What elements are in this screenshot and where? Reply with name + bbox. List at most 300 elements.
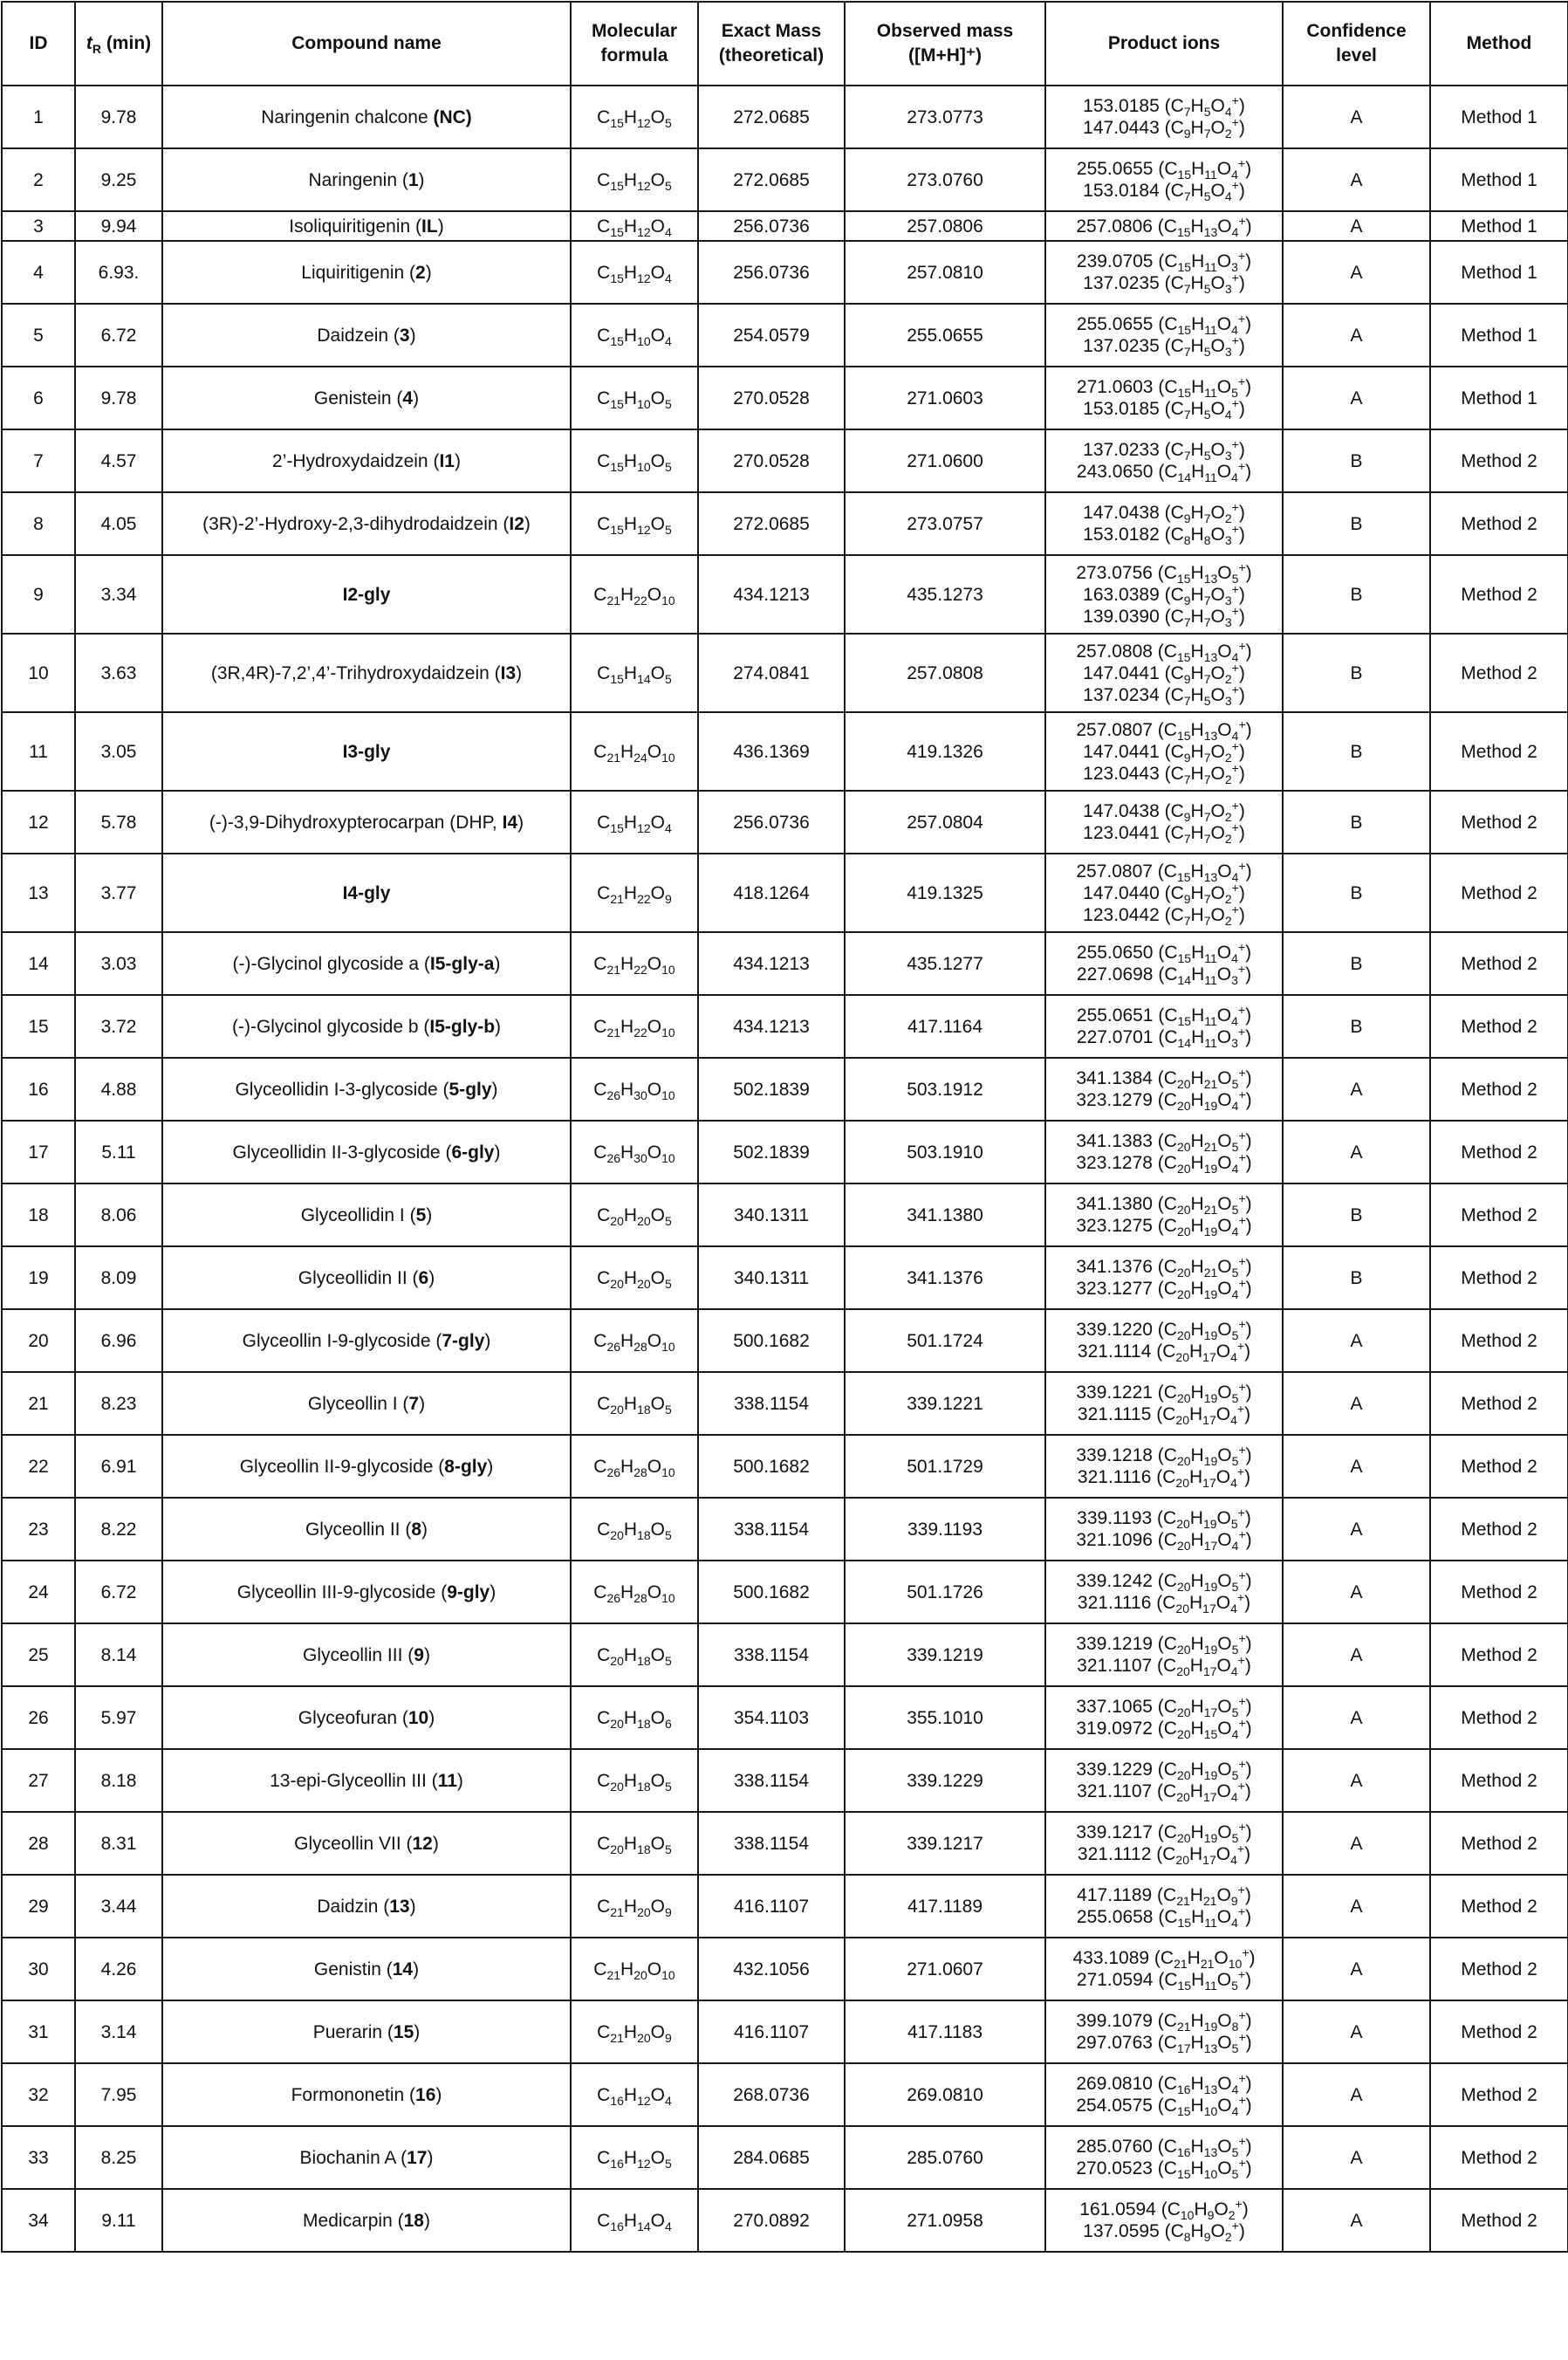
product-ion-mass: 153.0185 (1083, 96, 1160, 116)
cell-retention-time: 9.25 (75, 148, 162, 211)
cell-product-ions (1045, 555, 1283, 634)
cell-retention-time: 3.77 (75, 854, 162, 932)
product-ion-mass: 341.1376 (1076, 1257, 1153, 1277)
compound-name-text: 13-epi-Glyceollin III ( (270, 1770, 438, 1791)
table-row (2, 1875, 1568, 1938)
cell-molecular-formula: $C_{21}H_{22}O_{10}$ (571, 995, 698, 1058)
cell-confidence-level: B (1283, 932, 1430, 995)
cell-molecular-formula: $C_{16}H_{14}O_4$ (571, 2189, 698, 2252)
product-ion-formula: $C_{20}H_{17}O_4^+$ (1162, 1339, 1245, 1365)
cell-product-ions (1045, 791, 1283, 854)
product-ion-mass: 321.1116 (1077, 1467, 1152, 1487)
product-ion: 339.1220 $(C_{20}H_{19}O_5^+)$ (1076, 1317, 1252, 1343)
cell-confidence-level: B (1283, 429, 1430, 492)
cell-product-ions (1045, 86, 1283, 148)
cell-id: 20 (2, 1309, 75, 1372)
compound-label-bold: 5-gly (448, 1079, 492, 1100)
cell-observed-mass: 273.0757 (845, 492, 1045, 555)
product-ion: 255.0658 $(C_{15}H_{11}O_4^+)$ (1076, 1904, 1252, 1931)
product-ion-mass: 319.0972 (1076, 1719, 1153, 1739)
cell-product-ions (1045, 1246, 1283, 1309)
cell-molecular-formula: $C_{15}H_{12}O_5$ (571, 492, 698, 555)
compound-name-text: ) (421, 1519, 428, 1540)
cell-observed-mass: 339.1193 (845, 1498, 1045, 1561)
compound-label-bold: 16 (415, 2084, 436, 2105)
cell-product-ions (1045, 1938, 1283, 2000)
cell-confidence-level: A (1283, 2189, 1430, 2252)
product-ion-mass: 269.0810 (1076, 2074, 1153, 2094)
product-ion: 321.1112 $(C_{20}H_{17}O_4^+)$ (1077, 1842, 1251, 1868)
cell-compound-name (162, 712, 571, 791)
product-ion: 321.1114 $(C_{20}H_{17}O_4^+)$ (1077, 1339, 1251, 1365)
cell-confidence-level: A (1283, 1686, 1430, 1749)
table-row (2, 2126, 1568, 2189)
product-ion-formula: $C_{15}H_{11}O_5^+$ (1164, 1967, 1246, 1993)
compound-label-bold: (NC) (433, 106, 472, 127)
cell-method: Method 2 (1430, 1561, 1568, 1623)
cell-product-ions (1045, 1435, 1283, 1498)
product-ion-formula: $C_{20}H_{17}O_4^+$ (1163, 1527, 1246, 1554)
cell-retention-time: 3.34 (75, 555, 162, 634)
compound-name-text: ) (428, 1267, 435, 1288)
product-ion-formula: $C_{15}H_{11}O_5^+$ (1164, 374, 1246, 401)
cell-confidence-level: A (1283, 1623, 1430, 1686)
cell-product-ions (1045, 1686, 1283, 1749)
cell-observed-mass: 339.1221 (845, 1372, 1045, 1435)
cell-compound-name (162, 1938, 571, 2000)
table-row (2, 1812, 1568, 1875)
cell-product-ions (1045, 492, 1283, 555)
cell-method: Method 1 (1430, 241, 1568, 304)
product-ion-formula: $C_{15}H_{11}O_4^+$ (1164, 1003, 1246, 1029)
cell-id: 4 (2, 241, 75, 304)
compound-label-bold: 8-gly (444, 1456, 488, 1477)
product-ion: 153.0182 $(C_8H_8O_3^+)$ (1083, 522, 1245, 548)
compound-label-bold: 7-gly (442, 1330, 485, 1351)
product-ion: 337.1065 $(C_{20}H_{17}O_5^+)$ (1076, 1694, 1252, 1720)
cell-exact-mass: 434.1213 (698, 995, 845, 1058)
product-ion: 137.0235 $(C_7H_5O_3^+)$ (1083, 271, 1245, 297)
product-ion-mass: 321.1116 (1077, 1593, 1152, 1613)
compound-name-text: ) (432, 1833, 439, 1854)
table-row (2, 791, 1568, 854)
cell-method: Method 2 (1430, 492, 1568, 555)
cell-exact-mass: 434.1213 (698, 932, 845, 995)
product-ion-formula: $C_7H_5O_4^+$ (1170, 178, 1239, 204)
cell-molecular-formula: $C_{20}H_{18}O_5$ (571, 1372, 698, 1435)
product-ion-mass: 321.1107 (1077, 1656, 1153, 1676)
product-ion-mass: 323.1275 (1076, 1216, 1153, 1236)
product-ion: 297.0763 $(C_{17}H_{13}O_5^+)$ (1076, 2030, 1252, 2056)
product-ion-mass: 257.0807 (1076, 719, 1153, 740)
product-ion-mass: 339.1218 (1076, 1445, 1153, 1465)
table-row (2, 1749, 1568, 1812)
product-ion-mass: 341.1384 (1076, 1068, 1153, 1088)
product-ion-formula: $C_{20}H_{19}O_5^+$ (1163, 1317, 1246, 1343)
cell-molecular-formula: $C_{20}H_{20}O_5$ (571, 1246, 698, 1309)
compound-label-bold: I1 (439, 450, 455, 471)
table-row (2, 148, 1568, 211)
cell-id: 24 (2, 1561, 75, 1623)
cell-id: 13 (2, 854, 75, 932)
compound-name-text: ) (454, 450, 461, 471)
product-ion-formula: $C_{14}H_{11}O_4^+$ (1164, 459, 1246, 485)
compound-name-text: ) (428, 1707, 435, 1728)
cell-id: 21 (2, 1372, 75, 1435)
product-ion: 399.1079 $(C_{21}H_{19}O_8^+)$ (1076, 2008, 1252, 2034)
product-ion-formula: $C_7H_5O_4^+$ (1170, 93, 1239, 120)
product-ion-formula: $C_{15}H_{10}O_4^+$ (1163, 2093, 1246, 2119)
product-ion-mass: 417.1189 (1077, 1885, 1153, 1905)
cell-compound-name (162, 1435, 571, 1498)
product-ion-mass: 321.1107 (1077, 1781, 1153, 1801)
cell-retention-time: 5.11 (75, 1121, 162, 1183)
cell-id: 30 (2, 1938, 75, 2000)
table-row (2, 1623, 1568, 1686)
product-ion-formula: $C_{15}H_{11}O_4^+$ (1164, 1904, 1246, 1931)
compound-label-bold: 6 (418, 1267, 429, 1288)
cell-molecular-formula: $C_{15}H_{12}O_5$ (571, 148, 698, 211)
compound-label-bold: 4 (402, 388, 414, 408)
cell-confidence-level: A (1283, 304, 1430, 367)
product-ion: 339.1219 $(C_{20}H_{19}O_5^+)$ (1076, 1631, 1252, 1657)
cell-compound-name (162, 1309, 571, 1372)
cell-molecular-formula: $C_{21}H_{22}O_{10}$ (571, 555, 698, 634)
product-ion: 257.0806 $(C_{15}H_{13}O_4^+)$ (1076, 213, 1252, 239)
table-row (2, 1686, 1568, 1749)
product-ion-mass: 255.0658 (1076, 1907, 1154, 1927)
product-ion-formula: $C_{20}H_{19}O_4^+$ (1163, 1213, 1246, 1239)
cell-retention-time: 8.22 (75, 1498, 162, 1561)
cell-observed-mass: 355.1010 (845, 1686, 1045, 1749)
cell-compound-name (162, 2189, 571, 2252)
table-row (2, 367, 1568, 429)
cell-id: 23 (2, 1498, 75, 1561)
table-row (2, 1435, 1568, 1498)
cell-confidence-level: A (1283, 2063, 1430, 2126)
compound-label-bold: 11 (437, 1770, 457, 1791)
cell-confidence-level: B (1283, 634, 1430, 712)
header-confidence-level: Confidence level (1283, 2, 1430, 86)
compound-name-text: ) (495, 1016, 502, 1037)
cell-retention-time: 4.88 (75, 1058, 162, 1121)
product-ion: 147.0438 $(C_9H_7O_2^+)$ (1083, 500, 1245, 526)
cell-id: 10 (2, 634, 75, 712)
compound-label-bold: I4-gly (342, 882, 391, 903)
product-ion-formula: $C_{20}H_{21}O_5^+$ (1163, 1191, 1246, 1218)
compound-name-text: ) (487, 1456, 494, 1477)
product-ion-mass: 323.1278 (1076, 1153, 1153, 1173)
product-ion-formula: $C_{20}H_{21}O_5^+$ (1163, 1254, 1246, 1280)
cell-confidence-level: A (1283, 86, 1430, 148)
cell-method: Method 2 (1430, 1435, 1568, 1498)
cell-molecular-formula: $C_{26}H_{28}O_{10}$ (571, 1309, 698, 1372)
cell-compound-name (162, 2126, 571, 2189)
compound-label-bold: I5-gly-a (429, 953, 495, 974)
compound-name-text: ) (494, 1142, 501, 1163)
cell-observed-mass: 341.1380 (845, 1183, 1045, 1246)
compound-label-bold: 13 (389, 1896, 410, 1917)
product-ion-formula: C8H9O2+ (1170, 2219, 1239, 2245)
product-ion-formula: $C_9H_7O_2^+$ (1170, 738, 1239, 765)
product-ion-mass: 153.0184 (1083, 181, 1160, 201)
header-exact-mass: Exact Mass (theoretical) (698, 2, 845, 86)
cell-method: Method 2 (1430, 1749, 1568, 1812)
cell-exact-mass: 274.0841 (698, 634, 845, 712)
table-row (2, 1561, 1568, 1623)
product-ion-mass: 271.0594 (1076, 1970, 1154, 1990)
cell-compound-name (162, 2063, 571, 2126)
table-row (2, 1372, 1568, 1435)
compound-name-text: Glyceollidin I-3-glycoside ( (235, 1079, 449, 1100)
cell-molecular-formula: $C_{15}H_{12}O_4$ (571, 211, 698, 241)
compound-name-text: ) (427, 2147, 434, 2168)
compound-name-text: ) (484, 1330, 491, 1351)
cell-method: Method 2 (1430, 1498, 1568, 1561)
cell-product-ions (1045, 241, 1283, 304)
product-ion-formula: $C_{20}H_{19}O_5^+$ (1163, 1631, 1246, 1657)
compound-name-text: Daidzein ( (317, 325, 400, 346)
compound-label-bold: 15 (393, 2021, 414, 2042)
product-ion: 243.0650 $(C_{14}H_{11}O_4^+)$ (1076, 459, 1252, 485)
cell-id: 17 (2, 1121, 75, 1183)
compound-name-text: (3R,4R)-7,2’,4’-Trihydroxydaidzein ( (210, 662, 501, 683)
cell-retention-time: 6.72 (75, 304, 162, 367)
product-ion-formula: $C_{15}H_{11}O_4^+$ (1164, 156, 1246, 182)
product-ion: 255.0655 $(C_{15}H_{11}O_4^+)$ (1076, 312, 1252, 338)
cell-id: 3 (2, 211, 75, 241)
cell-retention-time: 9.78 (75, 367, 162, 429)
product-ion-mass: 147.0438 (1083, 503, 1160, 523)
table-row (2, 492, 1568, 555)
cell-observed-mass: 285.0760 (845, 2126, 1045, 2189)
cell-retention-time: 4.05 (75, 492, 162, 555)
product-ion-mass: 147.0441 (1083, 662, 1160, 683)
cell-retention-time: 3.72 (75, 995, 162, 1058)
cell-compound-name (162, 241, 571, 304)
cell-method: Method 2 (1430, 1623, 1568, 1686)
cell-confidence-level: A (1283, 1938, 1430, 2000)
product-ion: 271.0603 $(C_{15}H_{11}O_5^+)$ (1076, 374, 1252, 401)
product-ion: 147.0441 $(C_9H_7O_2^+)$ (1083, 660, 1245, 686)
compound-name-text: Glyceollidin II-3-glycoside ( (232, 1142, 452, 1163)
cell-exact-mass: 284.0685 (698, 2126, 845, 2189)
product-ion: 321.1107 $(C_{20}H_{17}O_4^+)$ (1077, 1653, 1251, 1679)
compound-name-text: ) (494, 953, 501, 974)
cell-compound-name (162, 1812, 571, 1875)
cell-method: Method 2 (1430, 1372, 1568, 1435)
product-ion-mass: 339.1242 (1076, 1571, 1153, 1591)
product-ion-formula: $C_{15}H_{11}O_4^+$ (1164, 940, 1246, 966)
cell-id: 14 (2, 932, 75, 995)
compound-name-text: ) (517, 812, 524, 833)
cell-product-ions (1045, 2063, 1283, 2126)
product-ion: 339.1221 $(C_{20}H_{19}O_5^+)$ (1076, 1380, 1252, 1406)
cell-method: Method 2 (1430, 932, 1568, 995)
cell-confidence-level: B (1283, 995, 1430, 1058)
compound-name-text: Genistin ( (313, 1959, 393, 1979)
compound-label-bold: 9-gly (447, 1581, 490, 1602)
cell-compound-name (162, 429, 571, 492)
compound-name-text: ) (409, 325, 416, 346)
cell-exact-mass: 272.0685 (698, 86, 845, 148)
product-ion-formula: $C_{15}H_{13}O_4^+$ (1163, 638, 1246, 664)
product-ion: 255.0655 $(C_{15}H_{11}O_4^+)$ (1076, 156, 1252, 182)
cell-retention-time: 5.78 (75, 791, 162, 854)
cell-product-ions (1045, 2189, 1283, 2252)
cell-method: Method 2 (1430, 995, 1568, 1058)
compound-name-text: ) (524, 513, 531, 534)
cell-id: 25 (2, 1623, 75, 1686)
compound-name-text: Glyceollin VII ( (294, 1833, 413, 1854)
cell-method: Method 2 (1430, 1058, 1568, 1121)
product-ion-formula: $C_9H_7O_2^+$ (1170, 660, 1239, 686)
table-row (2, 304, 1568, 367)
cell-product-ions (1045, 932, 1283, 995)
compound-name-text: 2’-Hydroxydaidzein ( (272, 450, 440, 471)
cell-exact-mass: 338.1154 (698, 1498, 845, 1561)
cell-molecular-formula: $C_{15}H_{10}O_4$ (571, 304, 698, 367)
compound-name-text: Glyceollin I ( (307, 1393, 409, 1414)
header-molecular-formula: Molecular formula (571, 2, 698, 86)
cell-observed-mass: 503.1912 (845, 1058, 1045, 1121)
cell-observed-mass: 501.1724 (845, 1309, 1045, 1372)
cell-confidence-level: B (1283, 712, 1430, 791)
cell-method: Method 2 (1430, 555, 1568, 634)
compound-label-bold: 9 (414, 1644, 424, 1665)
table-row (2, 995, 1568, 1058)
cell-exact-mass: 256.0736 (698, 791, 845, 854)
cell-id: 15 (2, 995, 75, 1058)
cell-retention-time: 9.11 (75, 2189, 162, 2252)
product-ion: 273.0756 $(C_{15}H_{13}O_5^+)$ (1076, 559, 1252, 586)
cell-product-ions (1045, 429, 1283, 492)
product-ion-mass: 137.0233 (1083, 440, 1160, 460)
product-ion-formula: $C_{21}H_{21}O_{10}^+$ (1160, 1945, 1250, 1972)
compound-label-bold: IL (421, 216, 438, 237)
header-method: Method (1430, 2, 1568, 86)
cell-retention-time: 8.18 (75, 1749, 162, 1812)
cell-product-ions (1045, 2126, 1283, 2189)
product-ion-mass: 137.0234 (1083, 684, 1160, 705)
product-ion: 321.1096 $(C_{20}H_{17}O_4^+)$ (1076, 1527, 1252, 1554)
cell-product-ions (1045, 211, 1283, 241)
compound-name-text: ) (419, 1393, 426, 1414)
cell-observed-mass: 273.0760 (845, 148, 1045, 211)
cell-product-ions (1045, 2000, 1283, 2063)
product-ion-formula: $C_{15}H_{13}O_4^+$ (1163, 858, 1246, 884)
header-compound-name: Compound name (162, 2, 571, 86)
product-ion: 147.0440 $(C_9H_7O_2^+)$ (1083, 880, 1245, 906)
compound-name-text: ) (437, 216, 444, 237)
compound-label-bold: I2-gly (342, 584, 391, 605)
table-row (2, 2189, 1568, 2252)
product-ion-mass: 321.1114 (1077, 1341, 1152, 1362)
product-ion-formula: $C_{15}H_{11}O_3^+$ (1164, 249, 1246, 275)
table-row (2, 86, 1568, 148)
product-ion-mass: 239.0705 (1076, 251, 1154, 271)
cell-product-ions (1045, 148, 1283, 211)
cell-id: 6 (2, 367, 75, 429)
cell-molecular-formula: $C_{15}H_{10}O_5$ (571, 367, 698, 429)
product-ion-mass: 285.0760 (1076, 2137, 1153, 2157)
cell-method: Method 1 (1430, 367, 1568, 429)
compound-name-text: ) (425, 262, 432, 283)
cell-method: Method 2 (1430, 2063, 1568, 2126)
cell-observed-mass: 417.1189 (845, 1875, 1045, 1938)
cell-exact-mass: 256.0736 (698, 241, 845, 304)
product-ion: 227.0698 $(C_{14}H_{11}O_3^+)$ (1076, 962, 1252, 988)
cell-product-ions (1045, 1058, 1283, 1121)
product-ion-mass: 153.0185 (1083, 399, 1160, 419)
product-ion-mass: 243.0650 (1076, 462, 1154, 482)
cell-confidence-level: A (1283, 1309, 1430, 1372)
cell-confidence-level: A (1283, 1561, 1430, 1623)
cell-observed-mass: 257.0806 (845, 211, 1045, 241)
compound-name-text: Glyceollin II ( (305, 1519, 412, 1540)
cell-confidence-level: A (1283, 1749, 1430, 1812)
cell-observed-mass: 257.0810 (845, 241, 1045, 304)
cell-product-ions (1045, 304, 1283, 367)
product-ion: 147.0441 $(C_9H_7O_2^+)$ (1083, 738, 1245, 765)
compound-label-bold: I4 (502, 812, 518, 833)
cell-confidence-level: A (1283, 367, 1430, 429)
cell-molecular-formula: $C_{15}H_{12}O_4$ (571, 791, 698, 854)
cell-method: Method 2 (1430, 1121, 1568, 1183)
product-ion: 153.0185 $(C_7H_5O_4^+)$ (1083, 396, 1245, 422)
cell-compound-name (162, 148, 571, 211)
cell-exact-mass: 502.1839 (698, 1058, 845, 1121)
product-ion-formula: $C_{20}H_{19}O_5^+$ (1163, 1380, 1246, 1406)
product-ion-mass: 339.1221 (1076, 1382, 1153, 1403)
cell-method: Method 2 (1430, 2000, 1568, 2063)
compound-name-text: Naringenin ( (308, 169, 408, 190)
compound-name-text: ) (414, 2021, 421, 2042)
cell-confidence-level: B (1283, 791, 1430, 854)
cell-molecular-formula: $C_{21}H_{20}O_9$ (571, 2000, 698, 2063)
product-ion: 161.0594 (C10H9O2+) (1079, 2197, 1249, 2223)
compound-name-text: Liquiritigenin ( (301, 262, 416, 283)
cell-product-ions (1045, 367, 1283, 429)
product-ion-formula: $C_{20}H_{19}O_5^+$ (1163, 1568, 1246, 1595)
product-ion: 339.1242 $(C_{20}H_{19}O_5^+)$ (1076, 1568, 1252, 1595)
product-ion-mass: 339.1219 (1076, 1634, 1153, 1654)
cell-method: Method 2 (1430, 854, 1568, 932)
product-ion: 339.1229 $(C_{20}H_{19}O_5^+)$ (1076, 1757, 1252, 1783)
product-ion-formula: $C_{20}H_{17}O_4^+$ (1163, 1653, 1245, 1679)
cell-compound-name (162, 854, 571, 932)
table-row (2, 712, 1568, 791)
compound-name-text: (-)-3,9-Dihydroxypterocarpan (DHP, (209, 812, 503, 833)
table-row (2, 1938, 1568, 2000)
cell-id: 11 (2, 712, 75, 791)
cell-confidence-level: A (1283, 2126, 1430, 2189)
compound-label-bold: I3 (500, 662, 517, 683)
cell-compound-name (162, 492, 571, 555)
cell-compound-name (162, 1372, 571, 1435)
product-ion-formula: $C_{20}H_{15}O_4^+$ (1163, 1716, 1246, 1742)
cell-molecular-formula: $C_{20}H_{20}O_5$ (571, 1183, 698, 1246)
compound-name-text: Daidzin ( (317, 1896, 390, 1917)
cell-method: Method 2 (1430, 634, 1568, 712)
cell-id: 1 (2, 86, 75, 148)
product-ion-mass: 257.0808 (1076, 641, 1153, 662)
cell-molecular-formula: $C_{20}H_{18}O_5$ (571, 1498, 698, 1561)
cell-product-ions (1045, 1121, 1283, 1183)
product-ion-formula: $C_9H_7O_3^+$ (1170, 581, 1239, 607)
product-ion-mass: 337.1065 (1076, 1697, 1153, 1717)
table-body (2, 86, 1568, 2252)
